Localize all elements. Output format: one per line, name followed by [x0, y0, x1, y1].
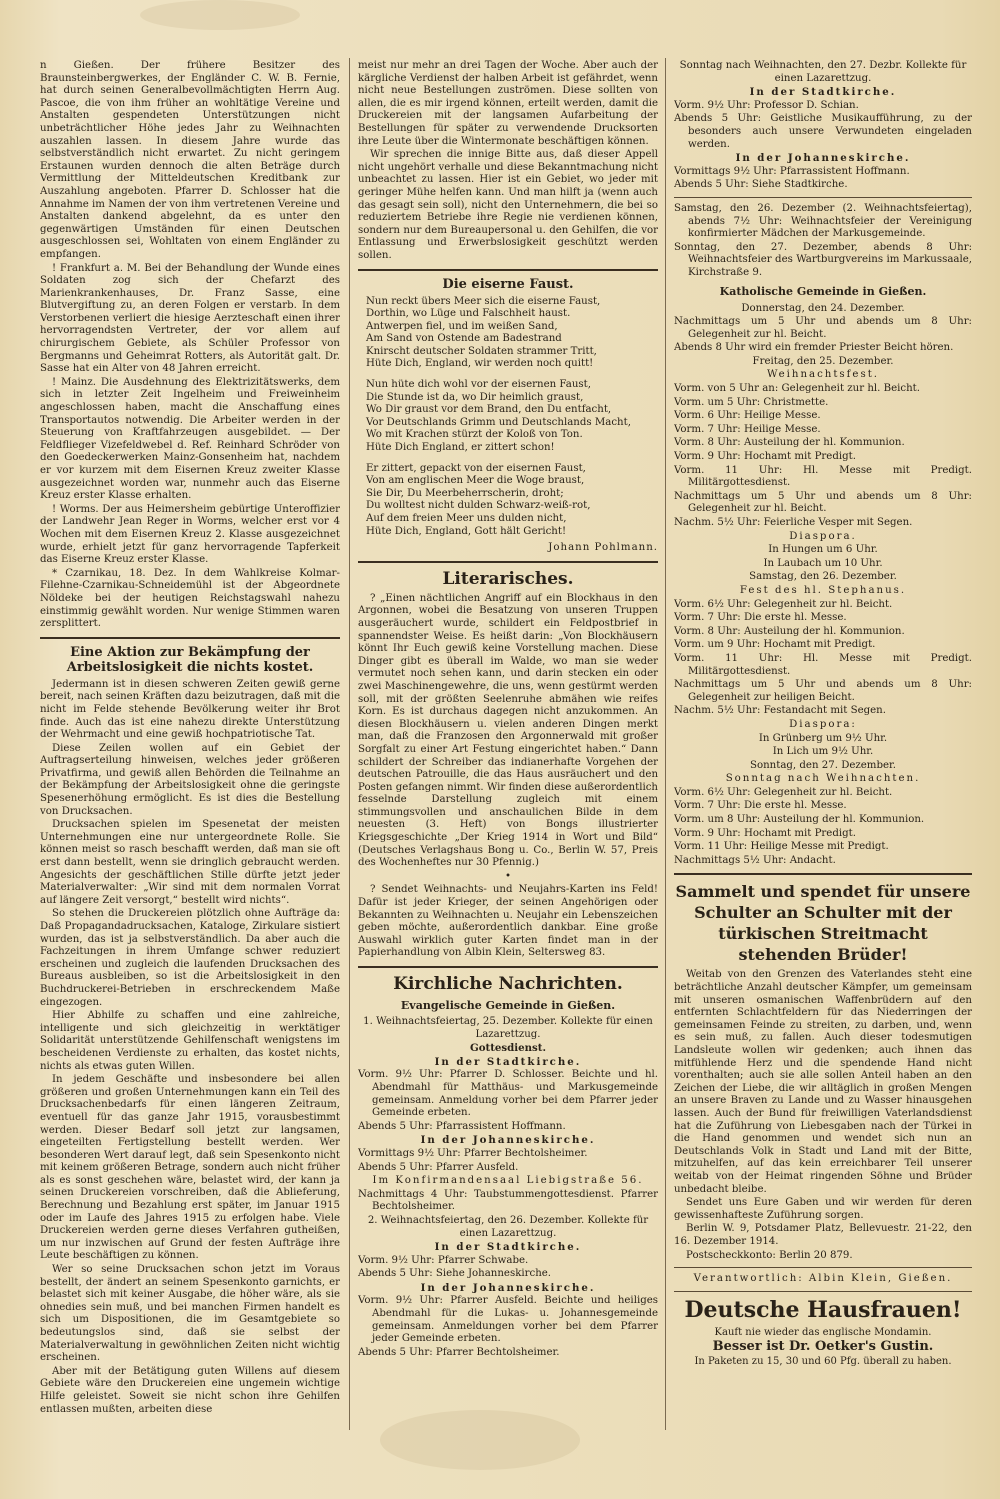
church-line: Vorm. 9 Uhr: Hochamt mit Predigt. [674, 451, 856, 463]
church-line: Vorm. 9½ Uhr: Professor D. Schian. [674, 99, 859, 111]
church-subheading: Evangelische Gemeinde in Gießen. [400, 999, 616, 1012]
poem-line: Von am englischen Meer die Woge braust, [366, 475, 585, 487]
church-line: Vorm. 9½ Uhr: Pfarrer Schwabe. [358, 1254, 529, 1266]
news-mainz: ! Mainz. Die Ausdehnung des Elektrizitätswerks, dem sich in letzter Zeit Ingelheim und Freiweinheim angeschlossen haben, macht die Anschaffung eines Transportautos notwendig. Die Arbeiter werden in der Steuerung von Kraftfahrzeugen ausgebildet. — Der Feldflieger Vizefeldwebel d. Ref. Reinhard Schröder von den Goedeckerwerken Mainz-Gonsenheim hat, nachdem er vor kurzem mit dem Eisernen Kreuz zweiter Klasse ausgezeichnet worden war, nunmehr auch das Eiserne Kreuz erster Klasse erhalten. [40, 376, 340, 502]
church-line: Vorm. um 8 Uhr: Austeilung der hl. Kommunion. [674, 814, 925, 826]
appeal-heading: Sammelt und spendet für unsere Schulter an Schulter mit der türkischen Streitmacht stehenden Brüder! [675, 882, 971, 965]
church-line: Vorm. 6½ Uhr: Gelegenheit zur hl. Beicht. [674, 786, 893, 798]
ad-line: Besser ist Dr. Oetker's Gustin. [712, 1339, 934, 1355]
poem-line: Du wolltest nicht dulden Schwarz-weiß-rot, [366, 500, 591, 512]
church-line: Vorm. 11 Uhr: Hl. Messe mit Predigt. Militärgottesdienst. [674, 652, 972, 677]
church-line: In der Johanneskirche. [420, 1281, 596, 1294]
church-line: Vorm. von 5 Uhr an: Gelegenheit zur hl. Beicht. [674, 383, 920, 395]
church-line: Gottesdienst. [470, 1042, 546, 1055]
poem [358, 296, 658, 539]
church-line: Im Konfirmandensaal Liebigstraße 56. [372, 1175, 644, 1187]
church-line: In Hungen um 6 Uhr. [768, 544, 878, 556]
church-line: Vorm. um 9 Uhr: Hochamt mit Predigt. [674, 639, 876, 651]
news-czarnikau: * Czarnikau, 18. Dez. In dem Wahlkreise Kolmar-Filehne-Czarnikau-Schneidemühl ist der Abgeordnete Nöldeke bei der heutigen Reichstagswahl nahezu einstimmig gewählt worden. Nur wenige Stimmen waren zersplittert. [40, 567, 340, 630]
article-paragraph: So stehen die Druckereien plötzlich ohne Aufträge da: Daß Propagandadrucksachen, Kataloge, Zirkulare sistiert wurden, das ist ja selbstverständlich. Da aber auch die Fachzeitungen in ihrem Umfange schwer reduziert erscheinen und zugleich die laufenden Drucksachen des Bureaus ausbleiben, so ist die Arbeitslosigkeit in den Buchdruckerei-Betrieben in erschreckendem Maße eingezogen. [40, 908, 340, 1008]
church-line: Vormittags 9½ Uhr: Pfarrassistent Hoffmann. [674, 165, 910, 177]
poem-author: Johann Pohlmann. [548, 542, 658, 554]
article-paragraph: Drucksachen spielen im Spesenetat der meisten Unternehmungen eine nur untergeordnete Rolle. Sie können meist so rasch beschafft werden, daß man sie oft erst dann bestellt, wenn sie dringlich gebraucht werden. Angesichts der geschäftlichen Stille dürfte jetzt jeder Materialverwalter: „Wir sind mit dem normalen Vorrat auf längere Zeit versorgt,“ bestellt wird nichts“. [40, 819, 340, 906]
responsible-editor: Verantwortlich: Albin Klein, Gießen. [693, 1273, 953, 1285]
ad-title: Deutsche Hausfrauen! [684, 1296, 962, 1323]
church-line: Vorm. 8 Uhr: Austeilung der hl. Kommunion. [674, 437, 905, 449]
poem-line: Er zittert, gepackt von der eisernen Faust, [366, 462, 586, 474]
article-paragraph: Aber mit der Betätigung guten Willens auf diesem Gebiete wäre den Druckereien eine ungemein wichtige Hilfe geleistet. Soweit sie nicht schon ihre Gehilfen entlassen mußten, arbeiten diese [40, 1365, 340, 1415]
ad-line: Kauft nie wieder das englische Mondamin. [714, 1326, 932, 1338]
article-paragraph: Diese Zeilen wollen auf ein Gebiet der Auftragserteilung hinweisen, welches jeder größeren Privatfirma, und gewiß allen Behörden die Teilnahme an der Bekämpfung der Arbeitslosigkeit ohne die geringste Spesenerhöhung ermöglicht. Es ist dies die Bestellung von Drucksachen. [40, 742, 340, 817]
church-line: Vorm. 11 Uhr: Hl. Messe mit Predigt. Militärgottesdienst. [674, 464, 972, 489]
column-rule [349, 58, 350, 1430]
poem-line: Hüte Dich, England, wir werden noch quitt! [366, 358, 594, 370]
section-rule [358, 269, 658, 271]
church-line: Samstag, den 26. Dezember (2. Weihnachtsfeiertag), abends 7½ Uhr: Weihnachtsfeier der Vereinigung konfirmierter Mädchen der Markusgemeinde. [674, 202, 972, 240]
church-line: Vorm. 9 Uhr: Hochamt mit Predigt. [674, 827, 856, 839]
poem-line: Hüte Dich, England, Gott hält Gericht! [366, 525, 567, 537]
poem-line: Auf dem freien Meer uns dulden nicht, [366, 513, 567, 524]
poem-line: Am Sand von Ostende am Badestrand [366, 333, 562, 345]
church-line: Vormittags 9½ Uhr: Pfarrer Bechtolsheimer. [358, 1147, 588, 1159]
church-line: Sonntag nach Weihnachten. [725, 773, 921, 785]
poem-line: Wo mit Krachen stürzt der Koloß von Ton. [366, 429, 583, 441]
church-line: Diaspora: [789, 718, 857, 730]
church-line: Nachmittags um 5 Uhr und abends um 8 Uhr: Gelegenheit zur heiligen Beicht. [674, 679, 972, 703]
church-line: Vorm. 7 Uhr: Heilige Messe. [674, 423, 821, 435]
ad-line: In Paketen zu 15, 30 und 60 Pfg. überall zu haben. [694, 1355, 952, 1367]
article-paragraph: Wer so seine Drucksachen schon jetzt im Voraus bestellt, der ändert an seinem Spesenkonto garnichts, er belastet sich mit keiner Ausgabe, die höher wäre, als sie ohnedies sein muß, und bei manchen Firmen handelt es sich um Dispositionen, die im Gesamtgebiete so bedeutungslos sind, daß sie selbst der Materialverwaltung in gewöhnlichen Zeiten nicht wichtig erscheinen. [40, 1264, 340, 1364]
church-line: Vorm. um 5 Uhr: Christmette. [674, 396, 829, 408]
church-line: Sonntag, den 27. Dezember, abends 8 Uhr: Weihnachtsfeier des Wartburgvereins im Markussaale, Kirchstraße 9. [674, 241, 972, 278]
church-line: Abends 5 Uhr: Pfarrer Bechtolsheimer. [358, 1346, 560, 1358]
article-paragraph: Hier Abhilfe zu schaffen und eine zahlreiche, intelligente und sich gleichzeitig in werktätiger Solidarität unterstützende Gehilfenschaft wenigstens im bescheidenen Verdienste zu erhalten, das kostet nichts, nichts als etwas guten Willen. [40, 1010, 340, 1072]
church-line: Nachmittags 4 Uhr: Taubstummengottesdienst. Pfarrer Bechtolsheimer. [358, 1188, 658, 1213]
church-line: Abends 5 Uhr: Pfarrassistent Hoffmann. [358, 1120, 566, 1132]
church-line: Fest des hl. Stephanus. [739, 584, 907, 596]
article-paragraph: Jedermann ist in diesen schweren Zeiten gewiß gerne bereit, nach seinen Kräften dazu beizutragen, daß mit die nicht im Felde stehende Bevölkerung weiter ihr Brot finde. Auch das ist eine nahezu direkte Unterstützung der Wehrmacht und eine gewiß hochpatriotische Tat. [40, 678, 340, 741]
poem-line: Dorthin, wo Lüge und Falschheit haust. [366, 308, 571, 320]
church-line: Freitag, den 25. Dezember. [752, 355, 894, 367]
church-line: Abends 5 Uhr: Siehe Johanneskirche. [358, 1268, 552, 1280]
church-line: Donnerstag, den 24. Dezember. [741, 302, 905, 314]
poem-title: Die eiserne Faust. [442, 276, 574, 292]
church-line: Diaspora. [789, 530, 857, 542]
church-line: Vorm. 7 Uhr: Die erste hl. Messe. [674, 800, 847, 812]
church-line: Sonntag nach Weihnachten, den 27. Dezbr. Kollekte für einen Lazarettzug. [679, 60, 967, 84]
appeal-account: Postscheckkonto: Berlin 20 879. [686, 1249, 853, 1261]
poem-line: Nun hüte dich wohl vor der eisernen Faust, [366, 379, 591, 391]
poem-line: Hüte Dich England, er zittert schon! [366, 442, 555, 454]
church-line: Nachmittags 5½ Uhr: Andacht. [674, 854, 836, 866]
appeal-address: Berlin W. 9, Potsdamer Platz, Bellevuestr. 21-22, den 16. Dezember 1914. [674, 1223, 972, 1247]
church-line: In Lich um 9½ Uhr. [772, 746, 874, 758]
section-rule [358, 561, 658, 563]
column-2: meist nur mehr an drei Tagen der Woche. Aber auch der kärgliche Verdienst der halben Arbeit ist gefährdet, wenn nicht neue Bestellungen zuströmen. Diese sollten von allen, die es mir irgend können, erteilt werden, damit die Druckereien mit der langsamen Aufarbeitung der Bestellungen für später zu verwendende Drucksorten ihre Leute über die Wintermonate beschäftigen können. Wir sprechen die innige Bitte aus, daß dieser Appell nicht ungehört verhalle und diese Bekanntmachung nicht unbeachtet zu lassen. Hier ist ein Gebiet, wo jeder mit geringer Mühe helfen kann. Und man hilft ja (wenn auch das gesagt sein soll), nicht den Unternehmern, die bei so reduziertem Betriebe ihre Regie nie verdienen können, sondern nur dem Bureaupersonal u. den Gehilfen, die vor Entlassung und Erwerbslosigkeit geschützt werden sollen. Die eiserne Faust. Nun reckt übers Meer sich die eiserne Faust, Dorthin, wo Lüge und Falschheit haust. Antwerpen fiel, und im weißen Sand, Am Sand von Ostende am Badestrand Knirscht deutscher Soldaten strammer Tritt, Hüte Dich, England, wir werden noch quitt! Nun hüte dich wohl vor der eisernen Faust, Die Stunde ist da, wo Dir heimlich graust, Wo Dir graust vor dem Brand, den Du entfacht, Vor Deutschlands Grimm und Deutschlands Macht, Wo mit Krachen stürzt der Koloß von Ton. Hüte Dich England, er zittert schon! Er zittert, gepackt von der eisernen Faust, Von am englischen Meer die Woge braust, Sie Dir, Du Meerbeherrscherin, droht; Du wolltest nicht dulden Schwarz-weiß-rot, Auf dem freien Meer uns dulden nicht, Hüte Dich, England, Gott hält Gericht! Johann Pohlmann. Literarisches. ? „Einen nächtlichen Angriff auf ein Blockhaus in den Argonnen, wobei die Besatzung von unseren Truppen ausgeräuchert wurde, schildert ein Feldpostbrief in spannendster Weise. Es heißt darin: „Von Blockhäusern könnt Ihr Euch gewiß keine Vorstellung machen. Diese Dinger gibt es überall im Walde, wo man sie weder vermutet noch sehen kann, und darin stecken ein oder zwei Maschinengewehre, die uns, wenn gestürmt werden soll, mit der größten Seelenruhe abmähen wie reifes Korn. Es ist durchaus dagegen nicht anzukommen. An diesen Blockhäusern u. vielen anderen Dingen merkt man, daß die Franzosen den Argonnerwald mit großer Sorgfalt zu einer Art Festung eingerichtet haben.“ Dann schildert der Schreiber das indianerhafte Vorgehen der deutschen Patrouille, die das Haus ausräuchert und den Posten gefangen nimmt. Wir finden diese außerordentlich fesselnde Darstellung zugleich mit einem stimmungsvollen und anschaulichen Bilde in dem neuesten (3. Heft) von Bongs illustrierter Kriegsgeschichte „Der Krieg 1914 in Wort und Bild“ (Deutsches Verlagshaus Bong u. Co., Berlin W. 57, Preis des Wochenheftes nur 30 Pfennig.) • ? Sendet Weihnachts- und Neujahrs-Karten ins Feld! Dafür ist jeder Krieger, der seinen Angehörigen oder Bekannten zu Weihnachten u. Neujahr ein Lebenszeichen geben möchte, außerordentlich dankbar. Eine große Auswahl wirklich guter Karten findet man in der Papierhandlung von Albin Klein, Seltersweg 83. Kirchliche Nachrichten. Evangelische Gemeinde in Gießen. 1. Weihnachtsfeiertag, 25. Dezember. Kollekte für einen Lazarettzug. Gottesdienst. In der Stadtkirche. Vorm. 9½ Uhr: Pfarrer D. Schlosser. Beichte und hl. Abendmahl für Matthäus- und Markusgemeinde gemeinsam. Anmeldung vorher bei dem Pfarrer jeder Gemeinde erbeten. Abends 5 Uhr: Pfarrassistent Hoffmann. In der Johanneskirche. Vormittags 9½ Uhr: Pfarrer Bechtolsheimer. Abends 5 Uhr: Pfarrer Ausfeld. Im Konfirmandensaal Liebigstraße 56. Nachmittags 4 Uhr: Taubstummengottesdienst. Pfarrer Bechtolsheimer. 2. Weihnachtsfeiertag, den 26. Dezember. Kollekte für einen Lazarettzug. In der Stadtkirche. Vorm. 9½ Uhr: Pfarrer Schwabe. Abends 5 Uhr: Siehe Johanneskirche. In der Johanneskirche. Vorm. 9½ Uhr: Pfarrer Ausfeld. Beichte und heiliges Abendmahl für die Lukas- u. Johannesgemeinde gemeinsam. Anmeldungen vorher bei dem Pfarrer jeder Gemeinde erbeten. Abends 5 Uhr: Pfarrer Bechtolsheimer. [358, 60, 658, 1358]
appeal-paragraph: Weitab von den Grenzen des Vaterlandes steht eine beträchtliche Anzahl deutscher Kämpfer, um gemeinsam mit unseren osmanischen Waffenbrüdern auf den entfernten Schlachtfeldern für das Niederringen der gemeinsamen Feinde zu streiten, zu darben, und, wenn es sein muß, zu fallen. Auch dieser todesmutigen Landsleute wollen wir gedenken; auch ihnen das mitfühlende Herz und die spendende Hand nicht vorenthalten; auch sie alle sollen Anteil haben an den Zeichen der Liebe, die wir alltäglich in großen Mengen an unsere Braven zu Lande und zu Wasser hinausgehen lassen. Auch der Bund für freiwilligen Vaterlandsdienst hat die Zuführung von Liebesgaben nach der Türkei in die Hand genommen und wendet sich nun an Deutschlands Volk in Stadt und Land mit der Bitte, mitzuhelfen, auf das kein erreichbarer Teil unserer weitab von der Heimat ringenden Söhne und Brüder unbedacht bleibe. [674, 969, 972, 1195]
church-line: Abends 5 Uhr: Pfarrer Ausfeld. [358, 1161, 519, 1173]
literature-paragraph: ? „Einen nächtlichen Angriff auf ein Blockhaus in den Argonnen, wobei die Besatzung von unseren Truppen ausgeräuchert wurde, schildert ein Feldpostbrief in spannendster Weise. Es heißt darin: „Von Blockhäusern könnt Ihr Euch gewiß keine Vorstellung machen. Diese Dinger gibt es überall im Walde, wo man sie weder vermutet noch sehen kann, und darin stecken ein oder zwei Maschinengewehre, die uns, wenn gestürmt werden soll, mit der größten Seelenruhe abmähen wie reifes Korn. Es ist durchaus dagegen nicht anzukommen. An diesen Blockhäusern u. vielen anderen Dingen merkt man, daß die Franzosen den Argonnerwald mit großer Sorgfalt zu einer Art Festung eingerichtet haben.“ Dann schildert der Schreiber das indianerhafte Vorgehen der deutschen Patrouille, die das Haus ausräuchert und den Posten gefangen nimmt. Wir finden diese außerordentlich fesselnde Darstellung zugleich mit einem stimmungsvollen und anschaulichen Bilde in dem neuesten (3. Heft) von Bongs illustrierter Kriegsgeschichte „Der Krieg 1914 in Wort und Bild“ (Deutsches Verlagshaus Bong u. Co., Berlin W. 57, Preis des Wochenheftes nur 30 Pfennig.) [358, 592, 658, 869]
church-line: In der Stadtkirche. [434, 1241, 582, 1254]
section-rule [358, 966, 658, 968]
church-line: Vorm. 7 Uhr: Die erste hl. Messe. [674, 612, 847, 624]
church-line: In Grünberg um 9½ Uhr. [758, 732, 888, 744]
literature-paragraph: ? Sendet Weihnachts- und Neujahrs-Karten ins Feld! Dafür ist jeder Krieger, der seinen Angehörigen oder Bekannten zu Weihnachten u. Neujahr ein Lebenszeichen geben möchte, außerordentlich dankbar. Eine große Auswahl wirklich guter Karten findet man in der Papierhandlung von Albin Klein, Seltersweg 83. [358, 884, 658, 959]
church-line: Vorm. 11 Uhr: Heilige Messe mit Predigt. [674, 841, 889, 853]
church-line: In Laubach um 10 Uhr. [763, 557, 883, 569]
poem-line: Vor Deutschlands Grimm und Deutschlands Macht, [366, 416, 631, 428]
church-line: Vorm. 8 Uhr: Austeilung der hl. Kommunion. [674, 625, 905, 637]
paper-stain [140, 0, 300, 30]
poem-line: Die Stunde ist da, wo Dir heimlich graust, [366, 391, 584, 403]
poem-line: Nun reckt übers Meer sich die eiserne Faust, [366, 295, 601, 307]
church-line: Sonntag, den 27. Dezember. [750, 759, 896, 771]
church-line: Vorm. 9½ Uhr: Pfarrer Ausfeld. Beichte und heiliges Abendmahl für die Lukas- u. Johannesgemeinde gemeinsam. Anmeldungen vorher bei dem Pfarrer jeder Gemeinde erbeten. [358, 1295, 658, 1345]
article-heading-arbeitslosigkeit: Eine Aktion zur Bekämpfung der Arbeitslosigkeit die nichts kostet. [66, 644, 314, 675]
section-rule [674, 873, 972, 875]
poem-line: Wo Dir graust vor dem Brand, den Du entfacht, [366, 404, 612, 416]
column-1 [40, 60, 340, 1430]
appeal-paragraph: Sendet uns Eure Gaben und wir werden für deren gewissenhafteste Zuführung sorgen. [674, 1197, 972, 1221]
church-line: In der Johanneskirche. [735, 152, 911, 165]
column-rule [665, 58, 666, 1430]
church-line: Nachm. 5½ Uhr: Festandacht mit Segen. [674, 705, 886, 717]
news-worms: ! Worms. Der aus Heimersheim gebürtige Unteroffizier der Landwehr Jean Reger in Worms, welcher erst vor 4 Wochen mit dem Eisernen Kreuz 2. Klasse ausgezeichnet wurde, erhielt jetzt für ganz hervorragende Tapferkeit das Eiserne Kreuz erster Klasse. [40, 503, 340, 566]
literature-heading: Literarisches. [442, 568, 574, 589]
church-line: Weihnachtsfest. [766, 369, 880, 381]
church-line: Nachmittags um 5 Uhr und abends um 8 Uhr: Gelegenheit zur hl. Beicht. [674, 316, 972, 340]
church-line: Samstag, den 26. Dezember. [749, 571, 897, 583]
church-line: In der Stadtkirche. [434, 1055, 582, 1068]
section-rule [40, 637, 340, 639]
poem-line: Knirscht deutscher Soldaten strammer Tritt, [366, 345, 597, 357]
poem-line: Antwerpen fiel, und im weißen Sand, [366, 320, 558, 332]
column-3 [674, 60, 972, 1430]
catholic-heading: Katholische Gemeinde in Gießen. [719, 284, 927, 298]
church-line: Abends 5 Uhr: Siehe Stadtkirche. [674, 179, 848, 191]
article-paragraph: Wir sprechen die innige Bitte aus, daß dieser Appell nicht ungehört verhalle und diese Bekanntmachung nicht unbeachtet zu lassen. Hier ist ein Gebiet, wo jeder mit geringer Mühe helfen kann. Und man hilft ja (wenn auch das gesagt sein soll), nicht den Unternehmern, die bei so reduziertem Betriebe ihre Regie nie verdienen können, sondern nur dem Bureaupersonal u. den Gehilfen, die vor Entlassung und Erwerbslosigkeit geschützt werden sollen. [358, 149, 658, 261]
church-line: 2. Weihnachtsfeiertag, den 26. Dezember. Kollekte für einen Lazarettzug. [367, 1214, 649, 1239]
church-line: Vorm. 6½ Uhr: Gelegenheit zur hl. Beicht. [674, 598, 893, 610]
church-line: Vorm. 6 Uhr: Heilige Messe. [674, 410, 821, 422]
church-line: Nachmittags um 5 Uhr und abends um 8 Uhr: Gelegenheit zur hl. Beicht. [674, 490, 972, 515]
article-paragraph: In jedem Geschäfte und insbesondere bei allen größeren und großen Unternehmungen kann ein Teil des Drucksachenbedarfs für einen längeren Zeitraum, eventuell für das ganze Jahr 1915, vorausbestimmt werden. Dieser Bedarf soll jetzt zur langsamen, eingeteilten Fertigstellung bestellt werden. Wer besonderen Wert darauf legt, daß sein Spesenkonto nicht mit keinem größeren Betrage, sondern auch nicht früher als es sonst geschehen wäre, belastet wird, der kann ja seinen Druckereien vorschreiben, daß die Ablieferung, Berechnung und Bezahlung erst später, im Januar 1915 oder im Laufe des Jahres 1915 zu erfolgen habe. Viele Druckereien werden gerne dieses Verfahren gutheißen, um nur inzwischen auf Grund der festen Aufträge ihre Leute beschäftigen zu können. [40, 1074, 340, 1262]
church-line: In der Johanneskirche. [420, 1134, 596, 1147]
church-news-heading: Kirchliche Nachrichten. [393, 974, 623, 994]
church-line: 1. Weihnachtsfeiertag, 25. Dezember. Kollekte für einen Lazarettzug. [363, 1016, 653, 1040]
news-frankfurt: ! Frankfurt a. M. Bei der Behandlung der Wunde eines Soldaten zog sich der Chefarzt des Marienkrankenhauses, Dr. Franz Sasse, eine Blutvergiftung zu, an deren Folgen er verstarb. In dem Verstorbenen verliert die hiesige Aerzteschaft einen ihrer hervorragendsten Vertreter, der vor allem auf chirurgischem Gebiete, als Schüler Professor von Bergmanns und Geheimrat Rotters, als Autorität galt. Dr. Sasse hat ein Alter von 48 Jahren erreicht. [40, 262, 340, 375]
poem-line: Sie Dir, Du Meerbeherrscherin, droht; [366, 487, 564, 499]
article-continuation: meist nur mehr an drei Tagen der Woche. Aber auch der kärgliche Verdienst der halben Arbeit ist gefährdet, wenn nicht neue Bestellungen zuströmen. Diese sollten von allen, die es mir irgend können, erteilt werden, damit die Druckereien mit der langsamen Aufarbeitung der Bestellungen für später zu verwendende Drucksorten ihre Leute über die Wintermonate beschäftigen können. [358, 60, 658, 147]
church-line: Abends 5 Uhr: Geistliche Musikaufführung, zu der besonders auch unsere Verwundeten eingeladen werden. [674, 113, 972, 150]
church-line: Vorm. 9½ Uhr: Pfarrer D. Schlosser. Beichte und hl. Abendmahl für Matthäus- und Markusgemeinde gemeinsam. Anmeldung vorher bei dem Pfarrer jeder Gemeinde erbeten. [358, 1069, 658, 1119]
church-line: Abends 8 Uhr wird ein fremder Priester Beicht hören. [674, 342, 954, 354]
news-giessen: n Gießen. Der frühere Besitzer des Braunsteinbergwerkes, der Engländer C. W. B. Fernie, hat durch seinen Generalbevollmächtigten Herrn Aug. Pascoe, die von ihm früher an wohltätige Vereine und Anstalten gespendeten Unterstützungen nicht unbeträchtlicher Höhe jedes Jahr zu Weihnachten auszahlen lassen. In diesem Jahre wurde das selbstverständlich nicht erwartet. Zu nicht geringem Erstaunen wurden dennoch die alten Beträge durch Vermittlung der Mitteldeutschen Kreditbank zur Auszahlung angeboten. Pfarrer D. Schlosser hat die Annahme im Namen der von ihm vertretenen Vereine und Anstalten dankend abgelehnt, da es unter den gegenwärtigen Umständen für einen Deutschen ausgeschlossen sei, Wohltaten von einem Engländer zu empfangen. [40, 60, 340, 260]
church-line: Nachm. 5½ Uhr: Feierliche Vesper mit Segen. [674, 517, 913, 528]
church-line: In der Stadtkirche. [749, 86, 897, 99]
